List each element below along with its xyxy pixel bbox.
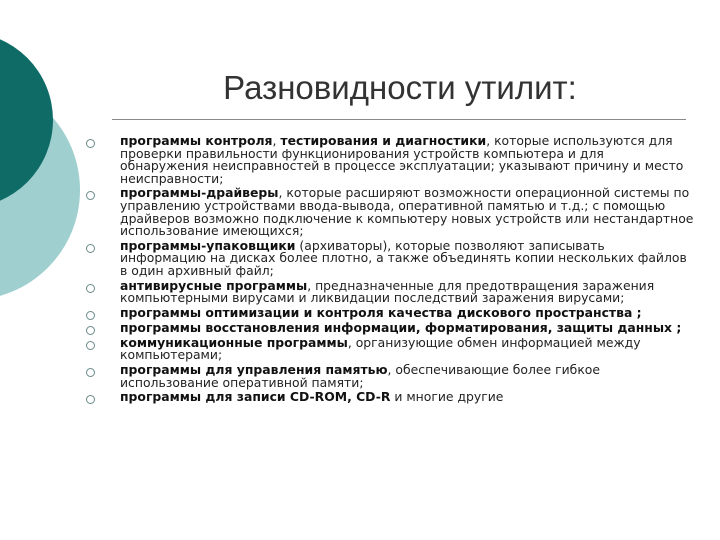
list-item [82, 135, 694, 185]
list-item [82, 334, 694, 363]
item-description: , предназначенные для предотвращения заражения компьютерными вирусами и ликвидации последствий заражения вирусами; [120, 277, 655, 306]
item-bold-term: программы контроля [120, 133, 273, 148]
item-bold-term-2: тестирования и диагностики [280, 133, 487, 148]
item-description: , организующие обмен информацией между компьютерами; [120, 334, 641, 363]
list-item [82, 187, 694, 237]
list-item [82, 319, 694, 335]
title-divider [112, 119, 686, 120]
hollow-circle-bullet-icon [86, 341, 95, 350]
list-item-text [120, 361, 694, 390]
item-description: (архиваторы), которые позволяют записывать информацию на дисках более плотно, а также объединять копии нескольких файлов в один архивный файл; [120, 237, 687, 278]
list-item-text [120, 304, 694, 320]
list-item [82, 277, 694, 306]
item-description: , обеспечивающие более гибкое использование оперативной памяти; [120, 361, 601, 390]
hollow-circle-bullet-icon [86, 244, 95, 253]
item-bold-term: программы для управления памятью [120, 361, 388, 377]
hollow-circle-bullet-icon [86, 395, 95, 404]
slide-title: Разновидности утилит: [223, 69, 577, 106]
item-description: и многие другие [390, 389, 504, 405]
hollow-circle-bullet-icon [86, 368, 95, 377]
list-item-text [120, 237, 694, 278]
item-bold-term: программы восстановления информации, форматирования, защиты данных ; [120, 319, 682, 335]
hollow-circle-bullet-icon [86, 311, 95, 320]
list-item [82, 361, 694, 390]
list-item [82, 391, 694, 404]
list-item [82, 237, 694, 278]
item-bold-term: программы для записи CD-ROM, CD-R [120, 389, 391, 405]
item-bold-term: программы-драйверы [120, 185, 279, 201]
list-item [82, 304, 694, 320]
hollow-circle-bullet-icon [86, 139, 95, 148]
list-item-text [120, 135, 694, 185]
item-bold-term: коммуникационные программы [120, 334, 348, 350]
item-bold-term: программы-упаковщики [120, 237, 296, 253]
hollow-circle-bullet-icon [86, 284, 95, 293]
list-item-text [120, 277, 694, 306]
item-separator: , [272, 133, 281, 148]
item-description: , которые используются для проверки правильности функционирования устройств компьютера и для обнаружения неисправностей в процессе эксплуатации; указывают причину и место неисправности; [120, 133, 684, 186]
item-bold-term: программы оптимизации и контроля качества дискового пространства ; [120, 304, 642, 320]
list-item-text [120, 187, 694, 237]
hollow-circle-bullet-icon [86, 191, 95, 200]
list-item-text [120, 334, 694, 363]
item-description: , которые расширяют возможности операционной системы по управлению устройствами ввода-вывода, оперативной памятью и т.д.; с помощью драйверов возможно подключение к компьютеру новых устройств или нестандартное использование имеющихся; [120, 185, 694, 239]
list-item-text [120, 391, 694, 404]
utility-list [82, 135, 694, 406]
item-bold-term: антивирусные программы [120, 277, 308, 293]
hollow-circle-bullet-icon [86, 326, 95, 335]
list-item-text [120, 319, 694, 335]
